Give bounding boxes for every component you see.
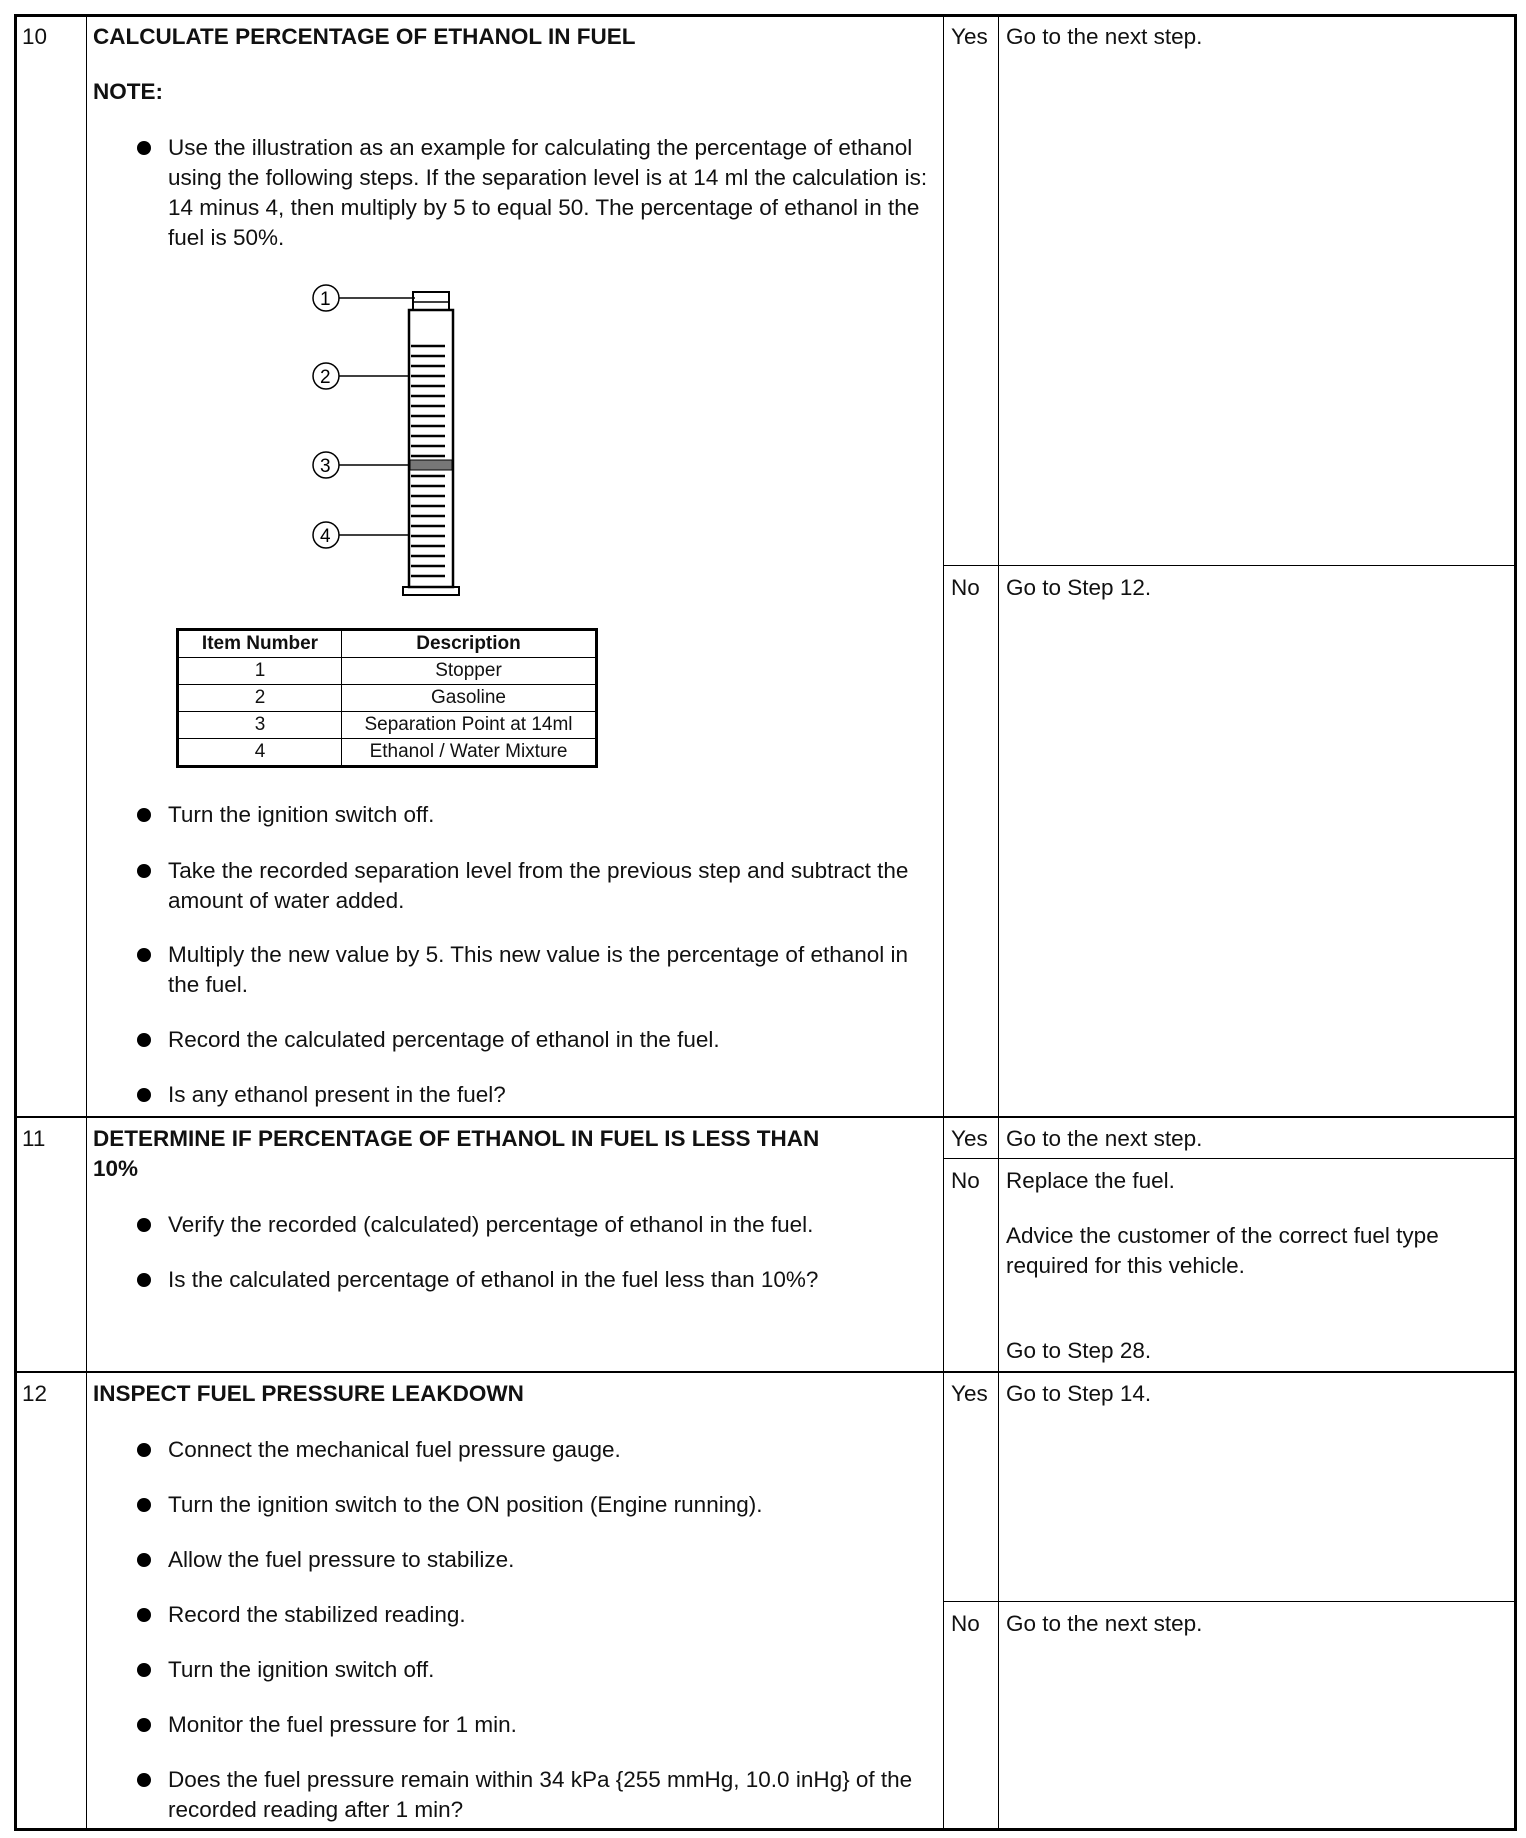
step-instruction: Does the fuel pressure remain within 34 kPa {255 mmHg, 10.0 inHg} of the recorded reading after 1 min?	[168, 1767, 913, 1822]
step-title: 10%	[93, 1156, 139, 1181]
bullet-icon	[137, 1218, 151, 1232]
yes-label: Yes	[951, 1126, 988, 1151]
step-instruction: Is the calculated percentage of ethanol in the fuel less than 10%?	[168, 1267, 819, 1292]
table-cell: 1	[178, 658, 342, 685]
step-title: DETERMINE IF PERCENTAGE OF ETHANOL IN FUEL IS LESS THAN	[93, 1126, 820, 1151]
table-header: Description	[342, 630, 597, 658]
table-header-row	[178, 630, 597, 658]
bullet-icon	[137, 948, 151, 962]
step-instruction: Monitor the fuel pressure for 1 min.	[168, 1712, 517, 1737]
yes-label: Yes	[951, 1381, 988, 1406]
table-cell: Separation Point at 14ml	[342, 712, 597, 739]
table-cell: Stopper	[342, 658, 597, 685]
step-number: 11	[22, 1126, 46, 1151]
yes-label: Yes	[951, 24, 988, 49]
bullet-icon	[137, 1088, 151, 1102]
step-title: INSPECT FUEL PRESSURE LEAKDOWN	[93, 1381, 524, 1406]
bullet-icon	[137, 1608, 151, 1622]
table-header: Item Number	[178, 630, 342, 658]
bullet-icon	[137, 1553, 151, 1567]
table-cell: 2	[178, 685, 342, 712]
step-instruction: Take the recorded separation level from the previous step and subtract the amount of water added.	[168, 858, 909, 913]
step-instruction: Verify the recorded (calculated) percentage of ethanol in the fuel.	[168, 1212, 814, 1237]
step-instruction: Turn the ignition switch off.	[168, 1657, 435, 1682]
bullet-icon	[137, 1663, 151, 1677]
no-action: Advice the customer of the correct fuel type required for this vehicle.	[1006, 1223, 1439, 1278]
bullet-icon	[137, 808, 151, 822]
step-title: CALCULATE PERCENTAGE OF ETHANOL IN FUEL	[93, 24, 636, 49]
no-action: Go to Step 28.	[1006, 1338, 1152, 1363]
column-divider	[943, 14, 944, 1831]
graduated-cylinder-figure	[300, 280, 480, 610]
bullet-icon	[137, 141, 151, 155]
callout-label: 4	[320, 526, 331, 547]
row-divider	[943, 1601, 1515, 1602]
no-label: No	[951, 1611, 980, 1636]
item-table	[176, 628, 598, 768]
row-divider	[943, 1158, 1515, 1159]
row-divider	[14, 1116, 1517, 1118]
step-instruction: Record the calculated percentage of ethanol in the fuel.	[168, 1027, 720, 1052]
no-action: Replace the fuel.	[1006, 1168, 1175, 1193]
row-divider	[14, 1371, 1517, 1373]
bullet-icon	[137, 1033, 151, 1047]
row-divider	[943, 565, 1515, 566]
table-cell: 4	[178, 739, 342, 767]
step-instruction: Connect the mechanical fuel pressure gauge.	[168, 1437, 621, 1462]
separation-band	[410, 460, 452, 470]
table-row	[178, 658, 597, 685]
step-number: 10	[22, 24, 48, 49]
table-cell: Ethanol / Water Mixture	[342, 739, 597, 767]
step-instruction: Record the stabilized reading.	[168, 1602, 466, 1627]
no-label: No	[951, 1168, 980, 1193]
no-label: No	[951, 575, 980, 600]
no-action: Go to the next step.	[1006, 1611, 1203, 1636]
bullet-icon	[137, 1773, 151, 1787]
bullet-icon	[137, 1443, 151, 1457]
callout-label: 2	[320, 367, 331, 388]
table-row	[178, 685, 597, 712]
table-row	[178, 739, 597, 767]
bullet-icon	[137, 864, 151, 878]
callout-label: 1	[320, 289, 331, 310]
callout-label: 3	[320, 456, 331, 477]
step-instruction: Allow the fuel pressure to stabilize.	[168, 1547, 515, 1572]
step-instruction: Turn the ignition switch to the ON position (Engine running).	[168, 1492, 763, 1517]
yes-action: Go to Step 14.	[1006, 1381, 1152, 1406]
yes-action: Go to the next step.	[1006, 1126, 1203, 1151]
table-cell: 3	[178, 712, 342, 739]
table-cell: Gasoline	[342, 685, 597, 712]
bullet-icon	[137, 1273, 151, 1287]
step-instruction: Use the illustration as an example for calculating the percentage of ethanol using the following steps. If the separation level is at 14 ml the calculation is: 14 minus 4, then multiply by 5 to equal 50. The percentage of ethanol in the fuel is 50%.	[168, 135, 928, 250]
no-action: Go to Step 12.	[1006, 575, 1152, 600]
step-instruction: Turn the ignition switch off.	[168, 802, 435, 827]
bullet-icon	[137, 1498, 151, 1512]
step-instruction: Multiply the new value by 5. This new value is the percentage of ethanol in the fuel.	[168, 942, 909, 997]
step-instruction: Is any ethanol present in the fuel?	[168, 1082, 506, 1107]
table-row	[178, 712, 597, 739]
step-number: 12	[22, 1381, 48, 1406]
bullet-icon	[137, 1718, 151, 1732]
yes-action: Go to the next step.	[1006, 24, 1203, 49]
note-label: NOTE:	[93, 79, 163, 104]
column-divider	[86, 14, 87, 1831]
column-divider	[998, 14, 999, 1831]
